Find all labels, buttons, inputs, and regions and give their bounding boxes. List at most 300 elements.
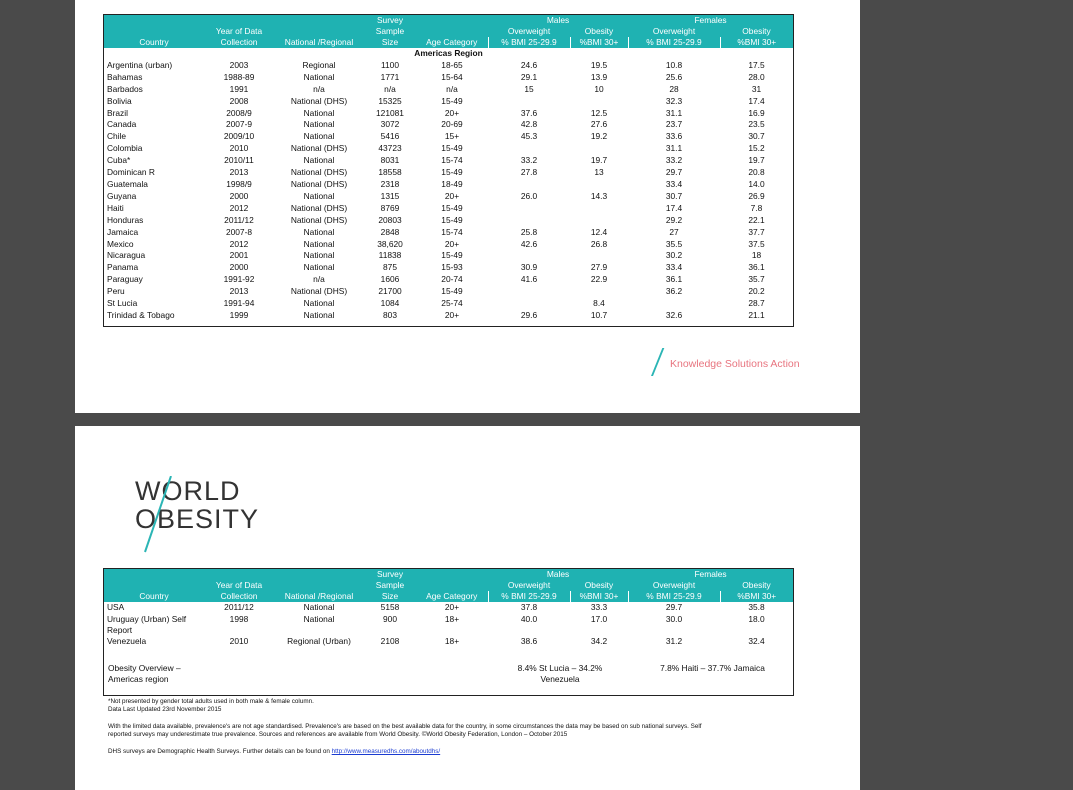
table-cell: 20-74: [441, 274, 463, 285]
table-cell: 13: [594, 167, 604, 178]
table-cell: 20+: [444, 107, 460, 118]
col-header-male-bmi-ow: % BMI 25-29.9: [488, 37, 570, 48]
table-cell: National: [303, 602, 335, 612]
table-cell: National (DHS): [290, 178, 348, 189]
table-cell: [570, 626, 628, 635]
table-cell: 18: [751, 250, 762, 261]
t2-col-header-female-bmi-ob: %BMI 30+: [720, 591, 793, 602]
table-cell: 2009/10: [223, 131, 255, 142]
table-cell: [488, 215, 570, 227]
t2-col-header-year-1: Year of Data: [204, 580, 274, 591]
table-row: [104, 614, 793, 626]
table-row: [104, 143, 793, 155]
table-row: [104, 119, 793, 131]
table-cell: 2012: [229, 202, 249, 213]
table-cell: National (DHS): [290, 214, 348, 225]
table-cell: 17.5: [748, 59, 765, 70]
table-row: [104, 131, 793, 143]
col-header-age: Age Category: [416, 37, 488, 48]
document-page-1: [75, 0, 860, 413]
table-cell: [274, 626, 364, 635]
table-cell: 20803: [378, 214, 402, 225]
table-row: [104, 179, 793, 191]
table-cell: 20+: [444, 190, 460, 201]
table-cell: 18+: [444, 635, 460, 646]
table-cell: [488, 250, 570, 262]
table-row: [104, 155, 793, 167]
table-cell: 24.6: [520, 59, 538, 70]
table-row: [104, 239, 793, 251]
table-cell: 37.7: [748, 226, 765, 237]
table-cell: n/a: [384, 83, 396, 94]
table-cell: 8031: [380, 155, 400, 166]
note-updated: Data Last Updated 23rd November 2015: [108, 706, 222, 713]
table-cell: 2000: [229, 262, 249, 273]
col-header-national: National /Regional: [274, 37, 364, 48]
table-cell: [570, 215, 628, 227]
table-cell: [570, 143, 628, 155]
table-cell: 18.0: [748, 613, 765, 624]
table-cell: 8769: [380, 202, 400, 213]
table-cell: Regional (Urban): [287, 635, 351, 646]
table-cell: 15-64: [441, 71, 463, 82]
table-cell: Barbados: [107, 83, 143, 94]
table-cell: [570, 179, 628, 191]
table-cell: [628, 298, 720, 310]
table-cell: 19.7: [590, 155, 608, 166]
table-row: [104, 215, 793, 227]
t2-col-header-female-obesity: Obesity: [720, 580, 793, 591]
table-cell: 2011/12: [224, 214, 254, 225]
note-prevalence-2: reported surveys may underestimate true prevalence. Sources and references are available from World Obesity. ©World Obesity Federation, London – October 2015: [108, 731, 568, 738]
table-cell: 15-74: [441, 155, 463, 166]
table-cell: National: [303, 262, 335, 273]
table-cell: 19.2: [590, 131, 608, 142]
table-cell: 17.4: [748, 95, 765, 106]
t2-col-header-male-bmi-ow: % BMI 25-29.9: [488, 591, 570, 602]
table-row: [104, 167, 793, 179]
table-cell: 1771: [380, 71, 400, 82]
table-cell: 20+: [444, 238, 460, 249]
t2-col-header-male-bmi-ob: %BMI 30+: [570, 591, 628, 602]
table-cell: 42.8: [520, 119, 538, 130]
table-cell: 15-49: [441, 250, 463, 261]
note-gender: *Not presented by gender total adults used in both male & female column.: [108, 698, 314, 705]
col-header-female-obesity: Obesity: [720, 26, 793, 37]
logo-slash-icon: [135, 476, 175, 556]
table-cell: [488, 626, 570, 635]
table-cell: 1998/9: [226, 178, 252, 189]
col-header-age-blank: [416, 15, 488, 26]
table-cell: [488, 298, 570, 310]
note-prevalence-1: With the limited data available, prevalence's are not age standardised. Prevalence's are based on the best available data for the country, in some circumstances the data may be based on sub national surveys. Self: [108, 723, 702, 730]
table-cell: 2318: [380, 178, 400, 189]
table-cell: Peru: [107, 286, 125, 297]
table-cell: Paraguay: [107, 274, 143, 285]
table-cell: National (DHS): [290, 167, 348, 178]
overview-label: Obesity Overview – Americas region: [108, 663, 181, 684]
table-cell: Haiti: [107, 202, 124, 213]
table-cell: Cuba*: [107, 155, 131, 166]
table-cell: 37.5: [748, 238, 765, 249]
table-cell: 2007-9: [225, 119, 253, 130]
table-row: [104, 60, 793, 72]
table-row: [104, 227, 793, 239]
table-cell: 32.3: [665, 95, 683, 106]
col-header-year-2: Collection: [204, 37, 274, 48]
table-row: [104, 108, 793, 120]
table-cell: 42.6: [520, 238, 538, 249]
table-cell: 37.6: [520, 107, 538, 118]
table-cell: [570, 96, 628, 108]
table-cell: 803: [383, 309, 397, 320]
table-cell: [364, 626, 416, 635]
table-cell: 1988-89: [223, 71, 255, 82]
table-cell: 33.4: [665, 262, 683, 273]
table-cell: 31.2: [665, 635, 683, 646]
col-header-survey-1: Survey: [364, 15, 416, 26]
table-cell: 15-49: [441, 167, 463, 178]
table-cell: 1991: [229, 83, 249, 94]
t2-col-header-survey-3: Size: [364, 591, 416, 602]
table-cell: Guyana: [107, 190, 137, 201]
table-cell: USA: [107, 602, 125, 612]
region-heading: Americas Region: [414, 48, 483, 58]
table-cell: 12.5: [590, 107, 608, 118]
col-header-male-obesity: Obesity: [570, 26, 628, 37]
table-cell: 2001: [229, 250, 249, 261]
table-cell: 45.3: [520, 131, 538, 142]
dhs-link[interactable]: http://www.measuredhs.com/aboutdhs/: [331, 748, 441, 755]
table-cell: [204, 626, 274, 635]
col-header-male-overweight: Overweight: [488, 26, 570, 37]
table-cell: 21700: [378, 286, 402, 297]
table-cell: 36.2: [665, 286, 683, 297]
table-cell: 34.2: [590, 635, 608, 646]
table-cell: 18+: [444, 613, 460, 624]
table-cell: 15.2: [748, 143, 765, 154]
table-cell: 2012: [229, 238, 249, 249]
table-row: [104, 96, 793, 108]
table-cell: 27.8: [520, 167, 538, 178]
table-cell: 19.5: [590, 59, 608, 70]
world-obesity-logo: [135, 476, 275, 556]
table-row: [104, 635, 793, 648]
t2-col-header-male-obesity: Obesity: [570, 580, 628, 591]
table-row: [104, 203, 793, 215]
table-cell: 28.0: [748, 71, 765, 82]
table-cell: 20.8: [748, 167, 765, 178]
logo-word-world: WORLD: [135, 476, 241, 506]
table-cell: 20-69: [441, 119, 463, 130]
table-cell: 13.9: [590, 71, 608, 82]
table-cell: 2011/12: [224, 602, 254, 612]
table-row: [104, 72, 793, 84]
table-cell: National: [303, 119, 335, 130]
table-cell: 30.9: [520, 262, 538, 273]
table-cell: Guatemala: [107, 178, 148, 189]
table-cell: 33.3: [590, 602, 608, 612]
table-cell: 30.7: [748, 131, 765, 142]
table-cell: [628, 626, 720, 635]
table-cell: Chile: [107, 131, 127, 142]
table-cell: 7.8: [750, 202, 763, 213]
table-cell: National (DHS): [290, 143, 348, 154]
t2-col-header-female-overweight: Overweight: [628, 580, 720, 591]
table-cell: 8.4: [593, 298, 605, 309]
table-row: [104, 298, 793, 310]
table-cell: [488, 143, 570, 155]
table-cell: 3072: [380, 119, 400, 130]
table-cell: 18558: [378, 167, 402, 178]
table-cell: Argentina (urban): [107, 59, 173, 70]
table-cell: National: [303, 190, 335, 201]
table-cell: 1315: [380, 190, 400, 201]
table-cell: 31.1: [665, 143, 683, 154]
table-cell: 29.2: [665, 214, 683, 225]
table-cell: 10: [594, 83, 604, 94]
table-cell: [570, 203, 628, 215]
table-cell: 20+: [444, 602, 460, 612]
table-cell: Report: [107, 624, 133, 635]
table-cell: 36.1: [748, 262, 765, 273]
table-cell: 2108: [380, 635, 400, 646]
table-cell: 20.2: [748, 286, 765, 297]
t2-col-header-female-bmi-ow: % BMI 25-29.9: [628, 591, 720, 602]
table-cell: National: [303, 107, 335, 118]
table-cell: Canada: [107, 119, 137, 130]
table-cell: 31.1: [665, 107, 683, 118]
table-cell: 22.9: [590, 274, 608, 285]
table-cell: 15: [524, 83, 534, 94]
table-cell: 23.5: [748, 119, 765, 130]
table-cell: 29.7: [665, 602, 683, 612]
table-cell: Venezuela: [107, 635, 147, 646]
table-cell: 2010: [229, 143, 249, 154]
table-cell: National: [303, 309, 335, 320]
t2-col-header-survey-2: Sample: [364, 580, 416, 591]
table-cell: National (DHS): [290, 95, 348, 106]
table-cell: [720, 626, 793, 635]
table-cell: 32.4: [748, 635, 765, 646]
table-cell: 12.4: [590, 226, 608, 237]
t2-col-header-male-overweight: Overweight: [488, 580, 570, 591]
table-cell: 26.0: [520, 190, 538, 201]
table-cell: 2008: [229, 95, 249, 106]
table-cell: Bolivia: [107, 95, 132, 106]
t2-col-header-country: Country: [104, 591, 204, 602]
table-row: [104, 250, 793, 262]
table-row: [104, 262, 793, 274]
logo-word-obesity: OBESITY: [135, 504, 260, 534]
table-cell: 1991-94: [223, 298, 255, 309]
table-cell: 2000: [229, 190, 249, 201]
table-row: [104, 84, 793, 96]
table-cell: 17.0: [590, 613, 608, 624]
table-cell: Honduras: [107, 214, 144, 225]
table-cell: 25.8: [520, 226, 538, 237]
table-cell: 38,620: [377, 238, 403, 249]
table-cell: 5158: [380, 602, 400, 612]
table-cell: [416, 626, 488, 635]
table-cell: 1606: [380, 274, 400, 285]
table-cell: Panama: [107, 262, 139, 273]
table-cell: 11838: [378, 250, 402, 261]
table-cell: 16.9: [748, 107, 765, 118]
table-cell: [488, 179, 570, 191]
table-cell: National: [303, 238, 335, 249]
table-cell: 1084: [380, 298, 400, 309]
table-cell: Colombia: [107, 143, 143, 154]
table-cell: 33.2: [520, 155, 538, 166]
brand-tagline: Knowledge Solutions Action: [670, 358, 800, 370]
table-cell: 31: [751, 83, 762, 94]
col-header-female-overweight: Overweight: [628, 26, 720, 37]
table-cell: National: [303, 298, 335, 309]
table-cell: National (DHS): [290, 202, 348, 213]
t2-col-header-national: National /Regional: [274, 591, 364, 602]
table-cell: 875: [383, 262, 397, 273]
table-cell: 27: [669, 226, 679, 237]
table-cell: 32.6: [665, 309, 683, 320]
table-cell: 25-74: [441, 298, 463, 309]
table-cell: [488, 286, 570, 298]
table-cell: 15-49: [441, 286, 463, 297]
brand-slash-mark: [651, 348, 664, 376]
table-cell: 38.6: [520, 635, 538, 646]
table-cell: 27.6: [590, 119, 608, 130]
col-header-country-blank: [104, 15, 204, 26]
table-cell: Nicaragua: [107, 250, 146, 261]
table-cell: 28.7: [748, 298, 765, 309]
table-row: [104, 310, 793, 322]
americas-obesity-table-continued: [104, 569, 793, 648]
overview-females: 7.8% Haiti – 37.7% Jamaica: [660, 663, 765, 673]
table-cell: 35.5: [665, 238, 683, 249]
table-cell: 121081: [376, 107, 404, 118]
americas-obesity-table: [104, 15, 793, 322]
col-header-male-bmi-ob: %BMI 30+: [570, 37, 628, 48]
table-cell: 18-49: [441, 178, 463, 189]
table-cell: 2013: [229, 167, 249, 178]
table-cell: 2848: [380, 226, 400, 237]
table-cell: 10.8: [665, 59, 683, 70]
table-cell: 40.0: [520, 613, 538, 624]
table-cell: 10.7: [590, 309, 608, 320]
table-cell: National: [303, 226, 335, 237]
table-cell: National: [303, 131, 335, 142]
table-cell: 18-65: [441, 59, 463, 70]
table-cell: Dominican R: [107, 167, 155, 178]
table-cell: Trinidad & Tobago: [107, 309, 175, 320]
table-cell: 2003: [229, 59, 249, 70]
table-cell: 1999: [229, 309, 249, 320]
table-cell: 2007-8: [225, 226, 253, 237]
table-cell: 15-93: [441, 262, 463, 273]
table-cell: Uruguay (Urban) Self: [107, 613, 187, 624]
table-cell: 37.8: [520, 602, 538, 612]
table-cell: [570, 286, 628, 298]
table-cell: 33.6: [665, 131, 683, 142]
table-row: [104, 602, 793, 614]
table-cell: 29.6: [520, 309, 538, 320]
table-cell: [488, 96, 570, 108]
col-header-country: Country: [104, 37, 204, 48]
document-page-2: [75, 426, 860, 790]
table-cell: Brazil: [107, 107, 128, 118]
t2-col-header-age: Age Category: [416, 591, 488, 602]
table-cell: 1998: [229, 613, 249, 624]
t2-col-header-females: Females: [628, 569, 793, 580]
table-cell: 30.0: [665, 613, 683, 624]
table-row: [104, 286, 793, 298]
table-cell: 1100: [380, 59, 399, 70]
table-cell: National: [303, 250, 335, 261]
table-cell: 30.2: [665, 250, 683, 261]
col-header-males: Males: [488, 15, 628, 26]
table-cell: 20+: [444, 309, 460, 320]
table-cell: National: [303, 71, 335, 82]
table-cell: n/a: [313, 274, 325, 285]
table-cell: 36.1: [665, 274, 683, 285]
table-cell: 33.4: [665, 178, 683, 189]
table-cell: 41.6: [520, 274, 538, 285]
table-cell: 26.9: [748, 190, 765, 201]
table-cell: n/a: [446, 83, 458, 94]
table-cell: 17.4: [665, 202, 683, 213]
table-cell: 33.2: [665, 155, 683, 166]
col-header-female-bmi-ow: % BMI 25-29.9: [628, 37, 720, 48]
table-cell: 15-74: [441, 226, 463, 237]
table-row: [104, 191, 793, 203]
table-cell: 35.8: [748, 602, 765, 612]
table-cell: 23.7: [665, 119, 683, 130]
table-cell: 21.1: [748, 309, 765, 320]
table-cell: 900: [383, 613, 397, 624]
table-cell: 15-49: [441, 214, 463, 225]
table-cell: [488, 203, 570, 215]
table-cell: 14.0: [748, 178, 765, 189]
table-cell: 15-49: [441, 95, 463, 106]
table-cell: 29.1: [520, 71, 538, 82]
table-cell: 22.1: [748, 214, 765, 225]
t2-col-header-year-2: Collection: [204, 591, 274, 602]
t2-col-header-survey-1: Survey: [364, 569, 416, 580]
table-cell: Regional: [302, 59, 336, 70]
table-cell: 43723: [378, 143, 402, 154]
table-cell: 15325: [378, 95, 402, 106]
table-cell: Jamaica: [107, 226, 139, 237]
table-cell: Bahamas: [107, 71, 143, 82]
table-cell: Mexico: [107, 238, 134, 249]
col-header-national-blank: [274, 15, 364, 26]
table-cell: 2010: [229, 635, 249, 646]
col-header-survey-3: Size: [364, 37, 416, 48]
table-cell: 27.9: [590, 262, 608, 273]
table-cell: 14.3: [590, 190, 608, 201]
table-cell: 30.7: [665, 190, 683, 201]
table-cell: National (DHS): [290, 286, 348, 297]
col-header-females: Females: [628, 15, 793, 26]
table-cell: 2010/11: [224, 155, 254, 166]
table-cell: 5416: [380, 131, 400, 142]
col-header-year-1: Year of Data: [204, 26, 274, 37]
col-header-female-bmi-ob: %BMI 30+: [720, 37, 793, 48]
t2-col-header-males: Males: [488, 569, 628, 580]
table-cell: 26.8: [590, 238, 608, 249]
table-row: [104, 626, 793, 635]
table-cell: National: [303, 155, 335, 166]
